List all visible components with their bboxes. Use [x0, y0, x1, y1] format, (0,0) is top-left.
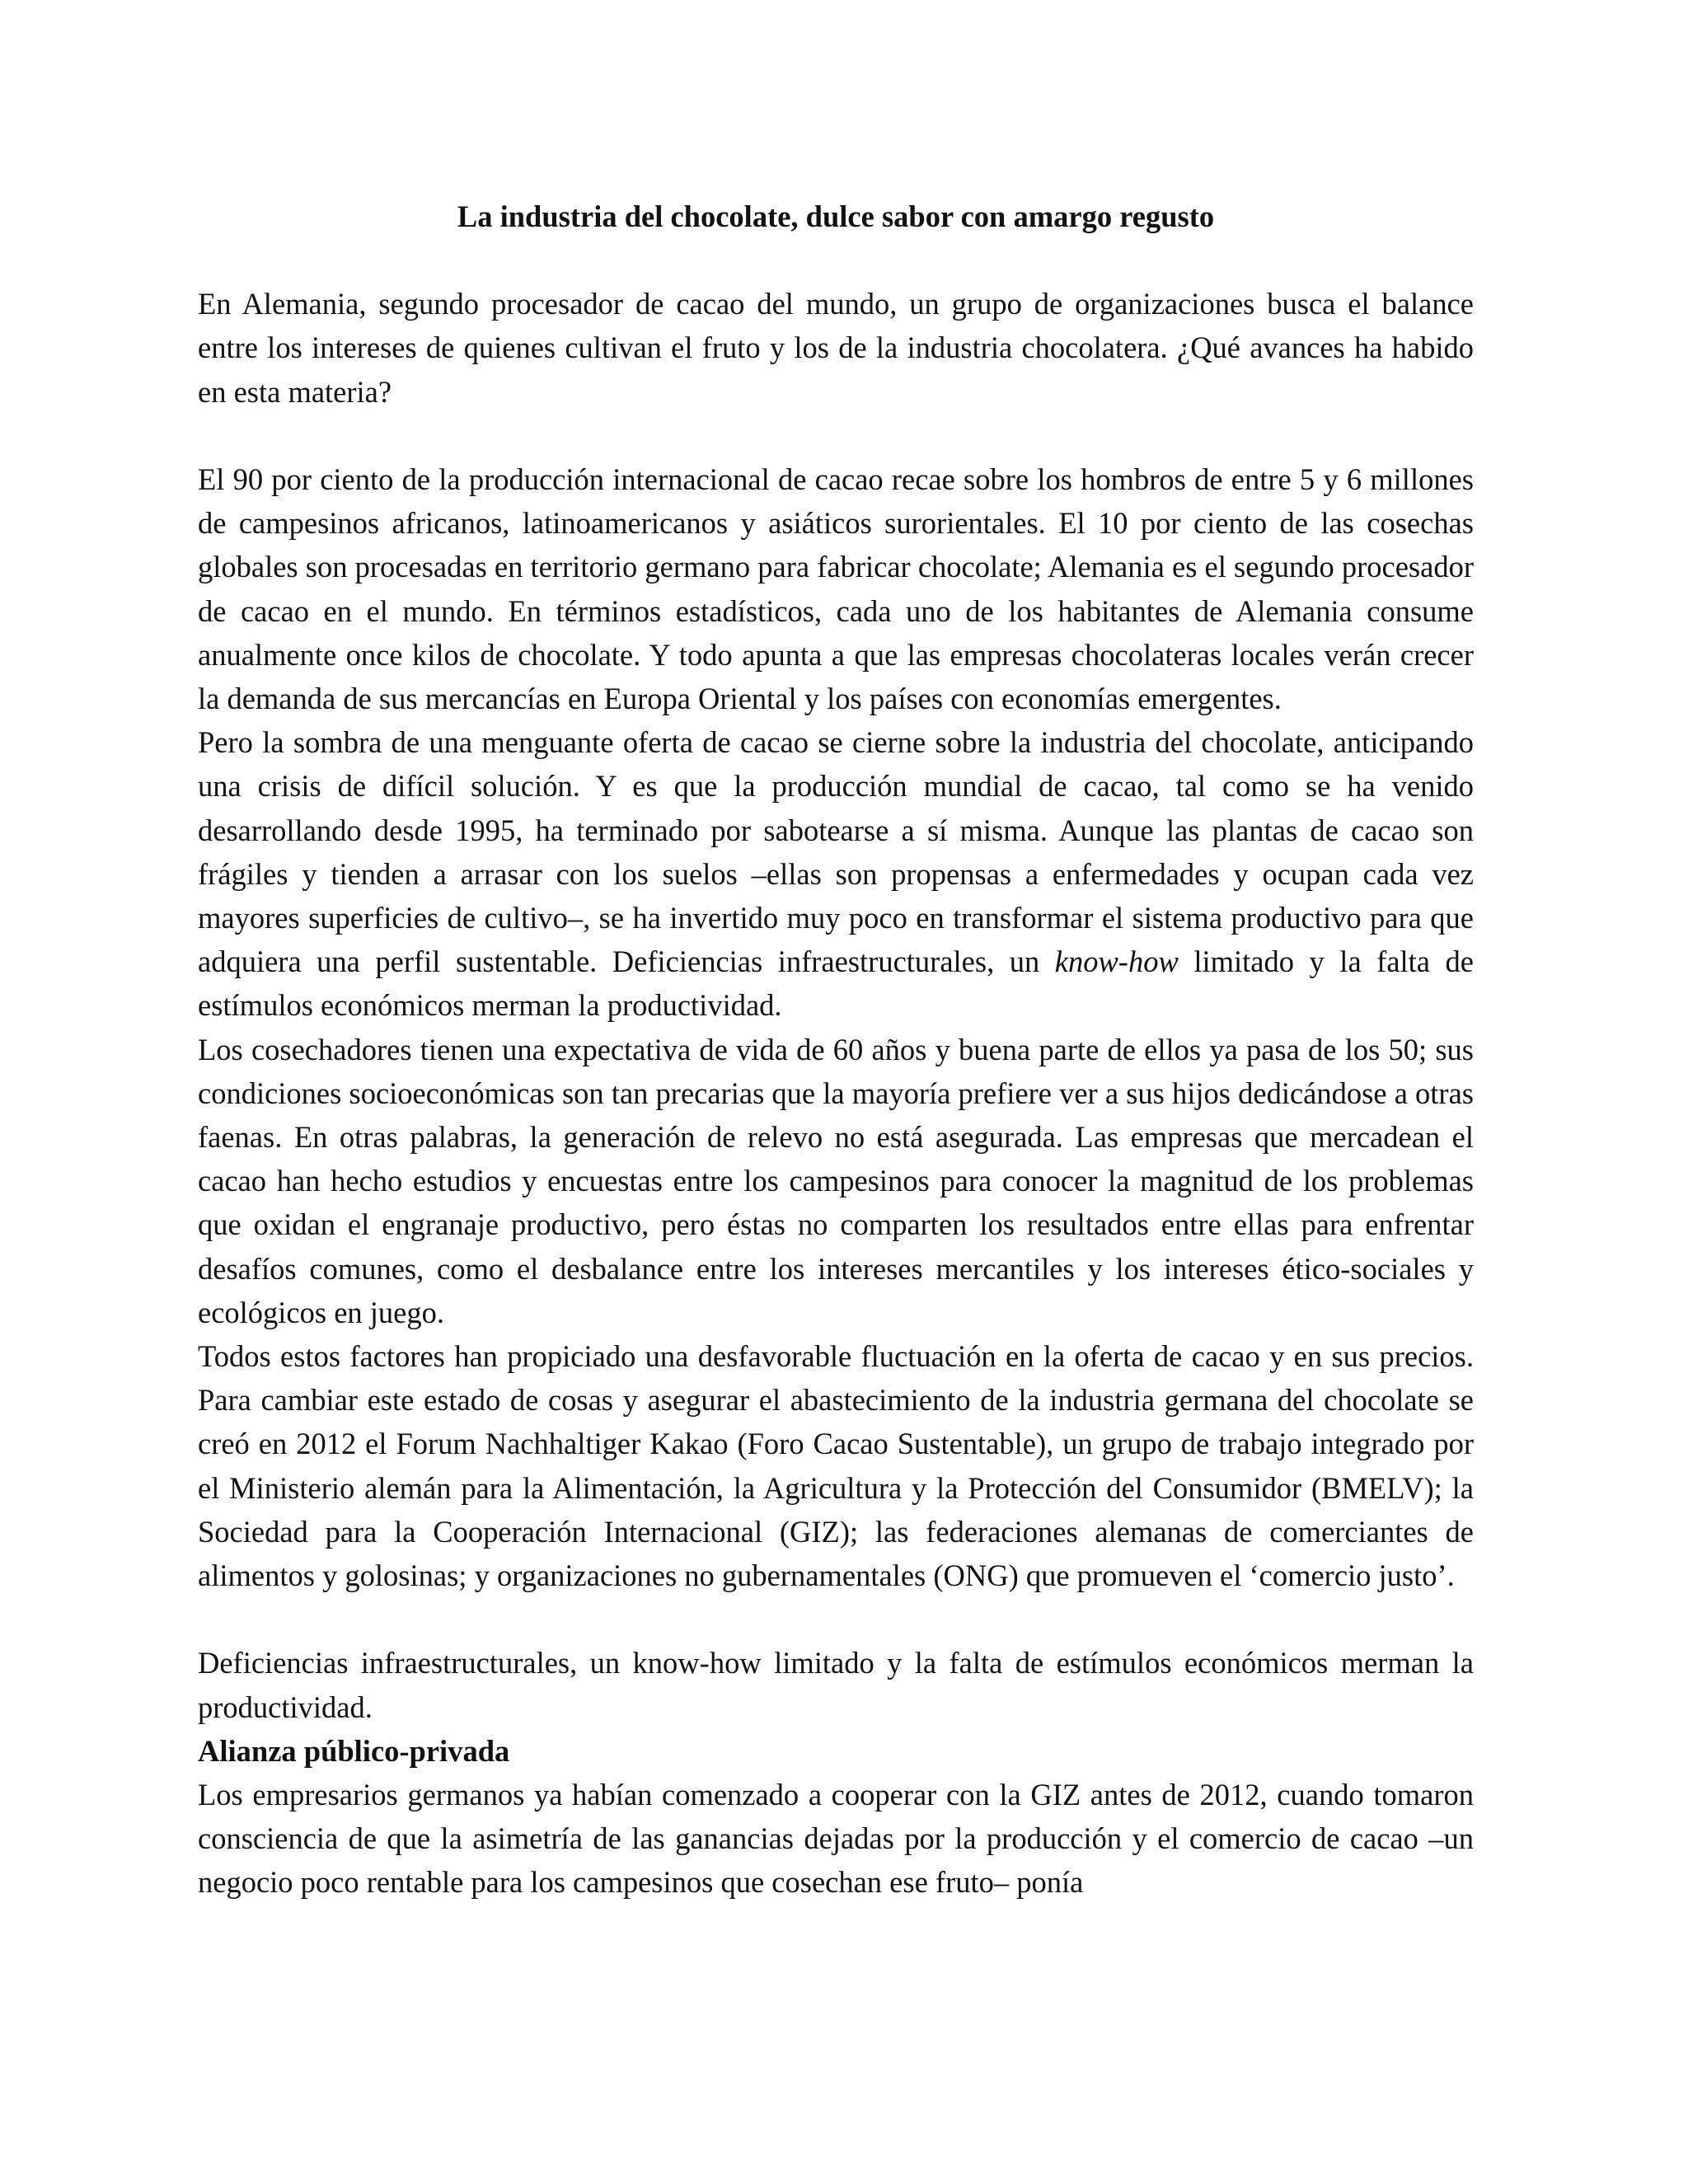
- document-title: La industria del chocolate, dulce sabor con amargo regusto: [457, 199, 1215, 233]
- pull-quote: Deficiencias infraestructurales, un know-how limitado y la falta de estímulos económicos merman la productividad.: [198, 1646, 1474, 1724]
- body-paragraph-3: Los cosechadores tienen una expectativa de vida de 60 años y buena parte de ellos ya pasa de los 50; sus condiciones socioeconómicas son tan precarias que la mayoría prefiere ver a sus hijos dedicándose a otras faenas. En otras palabras, la generación de relevo no está asegurada. Las empresas que mercadean el cacao han hecho estudios y encuestas entre los campesinos para conocer la magnitud de los problemas que oxidan el engranaje productivo, pero éstas no comparten los resultados entre ellas para enfrentar desafíos comunes, como el desbalance entre los intereses mercantiles y los intereses ético-sociales y ecológicos en juego.: [198, 1032, 1474, 1329]
- section-heading: Alianza público-privada: [198, 1733, 510, 1768]
- body-paragraph-5: Los empresarios germanos ya habían comenzado a cooperar con la GIZ antes de 2012, cuando tomaron consciencia de que la asimetría de las ganancias dejadas por la producción y el comercio de cacao –un negocio poco rentable para los campesinos que cosechan ese fruto– ponía: [198, 1778, 1474, 1900]
- body-paragraph-4: Todos estos factores han propiciado una desfavorable fluctuación en la oferta de cacao y en sus precios. Para cambiar este estado de cosas y asegurar el abastecimiento de la industria germana del chocolate se creó en 2012 el Forum Nachhaltiger Kakao (Foro Cacao Sustentable), un grupo de trabajo integrado por el Ministerio alemán para la Alimentación, la Agricultura y la Protección del Consumidor (BMELV); la Sociedad para la Cooperación Internacional (GIZ); las federaciones alemanas de comerciantes de alimentos y golosinas; y organizaciones no gubernamentales (ONG) que promueven el ‘comercio justo’.: [198, 1339, 1474, 1593]
- know-how-italic: know-how: [1054, 944, 1179, 979]
- document-body: [198, 194, 1474, 1905]
- body-paragraph-2-text-a: Pero la sombra de una menguante oferta de cacao se cierne sobre la industria del chocolate, anticipando una crisis de difícil solución. Y es que la producción mundial de cacao, tal como se ha venido desarrollando desde 1995, ha terminado por sabotearse a sí misma. Aunque las plantas de cacao son frágiles y tienden a arrasar con los suelos –ellas son propensas a enfermedades y ocupan cada vez mayores superficies de cultivo–, se ha invertido muy poco en transformar el sistema productivo para que adquiera una perfil sustentable. Deficiencias infraestructurales, un: [198, 725, 1474, 979]
- body-paragraph-2: [198, 720, 1474, 1027]
- intro-paragraph: En Alemania, segundo procesador de cacao del mundo, un grupo de organizaciones busca el balance entre los intereses de quienes cultivan el fruto y los de la industria chocolatera. ¿Qué avances ha habido en esta materia?: [198, 287, 1474, 409]
- body-paragraph-2-text-b: limitado y la falta de estímulos económicos merman la productividad.: [198, 944, 1474, 1023]
- body-paragraph-1: El 90 por ciento de la producción internacional de cacao recae sobre los hombros de entre 5 y 6 millones de campesinos africanos, latinoamericanos y asiáticos surorientales. El 10 por ciento de las cosechas globales son procesadas en territorio germano para fabricar chocolate; Alemania es el segundo procesador de cacao en el mundo. En términos estadísticos, cada uno de los habitantes de Alemania consume anualmente once kilos de chocolate. Y todo apunta a que las empresas chocolateras locales verán crecer la demanda de sus mercancías en Europa Oriental y los países con economías emergentes.: [198, 462, 1474, 716]
